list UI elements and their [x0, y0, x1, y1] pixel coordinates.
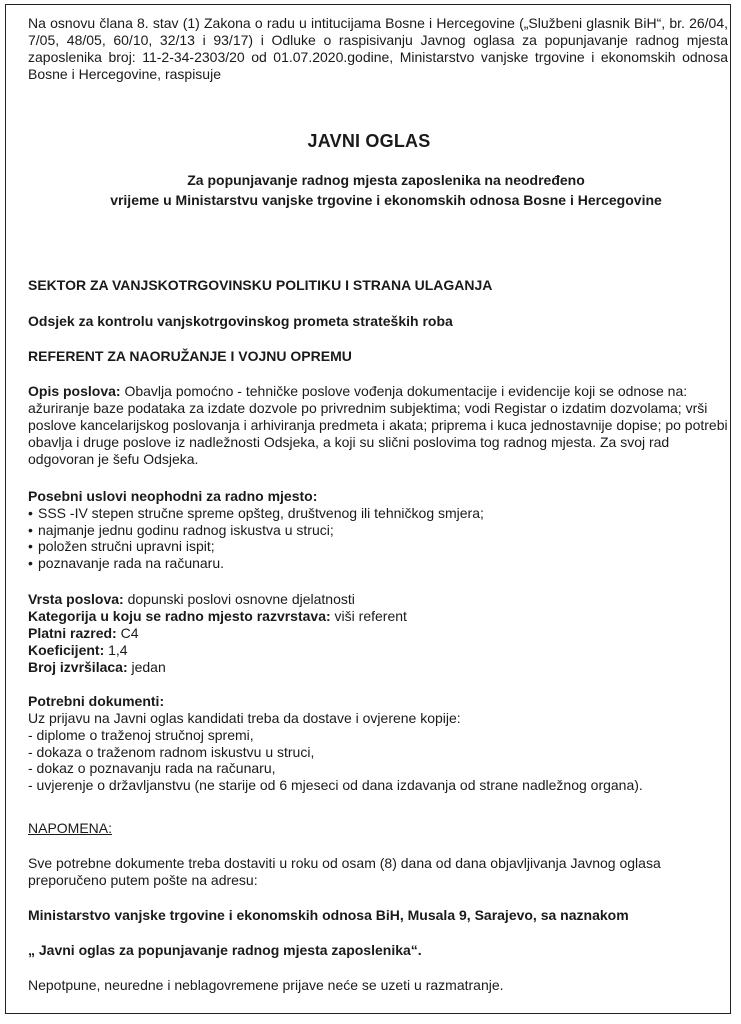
note-final: Nepotpune, neuredne i neblagovremene prijave neće se uzeti u razmatranje.: [28, 977, 504, 993]
list-item: • položen stručni upravni ispit;: [28, 538, 728, 555]
list-item: - dokaz o poznavanju rada na računaru,: [28, 760, 276, 776]
detail-label: Kategorija u koju se radno mjesto razvrstava:: [28, 608, 331, 624]
detail-label: Vrsta poslova:: [28, 591, 124, 607]
documents-list: [28, 727, 728, 793]
detail-grade: [28, 625, 728, 642]
list-item: • najmanje jednu godinu radnog iskustva u struci;: [28, 522, 728, 539]
ad-frame: [5, 4, 731, 1014]
detail-type: [28, 591, 728, 608]
duties-text: Obavlja pomoćno - tehničke poslove vođenja dokumentacije i evidencije koji se odnose na: ažuriranje baze podataka za izdate dozvole po privrednim subjektima; vodi Registar o izdatim dozvolama; vrši poslove kancelarijskog poslovanja i arhiviranja predmeta i akata; priprema i kuca jednostavnije dopise; po potrebi obavlja i druge poslove iz nadležnosti Odsjeka, a koji su slični poslovima tog radnog mjesta. Za svoj rad odgovoran je šefu Odsjeka.: [28, 383, 728, 467]
intro-paragraph: Na osnovu člana 8. stav (1) Zakona o radu u intitucijama Bosne i Hercegovine („Službeni glasnik BiH“, br. 26/04, 7/05, 48/05, 60/10, 32/13 i 93/17) i Odluke o raspisivanju Javnog oglasa za popunjavanje radnog mjesta zaposlenika broj: 11-2-34-2303/20 od 01.07.2020.godine, Ministarstvo vanjske trgovine i ekonomskih odnosa Bosne i Hercegovine, raspisuje: [28, 15, 728, 82]
conditions-heading: Posebni uslovi neophodni za radno mjesto:: [28, 488, 318, 504]
ad-title: JAVNI OGLAS: [307, 131, 431, 151]
conditions-section: [28, 488, 728, 571]
list-item: - uvjerenje o državljanstvu (ne starije od 6 mjeseci od dana izdavanja od strane nadležnog organa).: [28, 776, 643, 793]
documents-intro: Uz prijavu na Javni oglas kandidati treba da dostave i ovjerene kopije:: [28, 710, 461, 726]
detail-coefficient: [28, 642, 728, 659]
detail-value: 1,4: [104, 642, 128, 658]
note-heading: NAPOMENA:: [28, 820, 113, 836]
detail-count: [28, 659, 728, 676]
subtitle-line-1: Za popunjavanje radnog mjesta zaposlenika na neodređeno: [187, 172, 585, 188]
note-mark: „ Javni oglas za popunjavanje radnog mjesta zaposlenika“.: [28, 942, 422, 958]
list-item: - diplome o traženoj stručnoj spremi,: [28, 727, 254, 743]
detail-value: dopunski poslovi osnovne djelatnosti: [123, 591, 355, 607]
documents-section: [28, 693, 728, 793]
conditions-list: [28, 505, 728, 571]
note-address: Ministarstvo vanjske trgovine i ekonomskih odnosa BiH, Musala 9, Sarajevo, sa naznakom: [28, 907, 629, 923]
ad-subtitle: [26, 170, 741, 210]
position-heading: REFERENT ZA NAORUŽANJE I VOJNU OPREMU: [28, 348, 352, 364]
list-item: - dokaza o traženom radnom iskustvu u struci,: [28, 743, 315, 760]
list-item: • SSS -IV stepen stručne spreme opšteg, društvenog ili tehničkog smjera;: [28, 505, 728, 522]
detail-label: Koeficijent:: [28, 642, 105, 658]
detail-value: C4: [116, 625, 139, 641]
detail-label: Platni razred:: [28, 625, 117, 641]
detail-value: viši referent: [330, 608, 407, 624]
sector-heading: SEKTOR ZA VANJSKOTRGOVINSKU POLITIKU I STRANA ULAGANJA: [28, 277, 493, 293]
detail-category: [28, 608, 728, 625]
list-item: • poznavanje rada na računaru.: [28, 555, 728, 572]
duties-paragraph: [28, 383, 728, 468]
department-heading: Odsjek za kontrolu vanjskotrgovinskog prometa strateških roba: [28, 313, 453, 329]
detail-label: Broj izvršilaca:: [28, 659, 128, 675]
documents-heading: Potrebni dokumenti:: [28, 693, 165, 709]
details-section: [28, 591, 728, 676]
detail-value: jedan: [127, 659, 166, 675]
note-text: Sve potrebne dokumente treba dostaviti u roku od osam (8) dana od dana objavljivanja Javnog oglasa preporučeno putem pošte na adresu:: [28, 855, 661, 888]
duties-label: Opis poslova:: [28, 383, 121, 399]
subtitle-line-2: vrijeme u Ministarstvu vanjske trgovine i ekonomskih odnosa Bosne i Hercegovine: [110, 192, 662, 208]
